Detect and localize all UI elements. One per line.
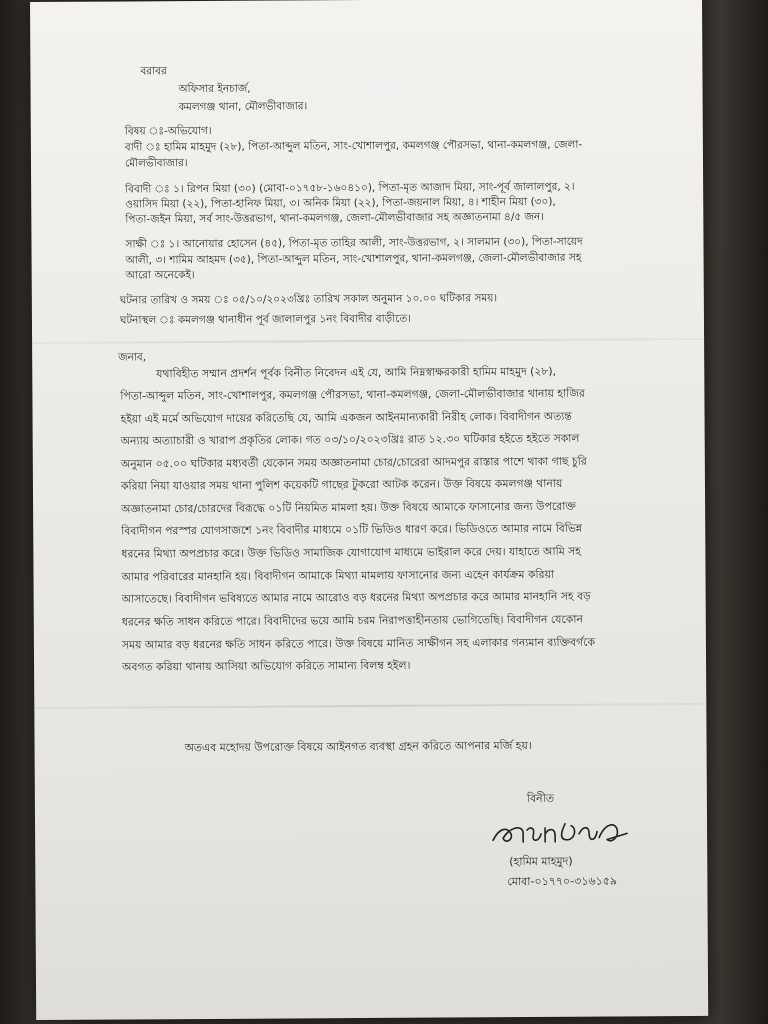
witness-line: আরো অনেকেই।	[125, 269, 195, 282]
defendant-line: পিতা-জইন মিয়া, সর্ব সাং-উত্তরভাগ, থানা-কমলগঞ্জ, জেলা-মৌলভীবাজার সহ অজ্ঞাতনামা ৪/৫ জন।	[125, 210, 544, 226]
defendant-line: বিবাদী ঃ ১। রিপন মিয়া (৩০) (মোবা-০১৭৫৮-১৬০৪১০), পিতা-মৃত আজাদ মিয়া, সাং-পূর্ব জালালপুর, ২।	[125, 180, 575, 196]
defendant-line: ওয়াসিদ মিয়া (২২), পিতা-হানিফ মিয়া, ৩। অনিক মিয়া (২২), পিতা-জয়নাল মিয়া, ৪। শাহীন মিয়া (৩০),	[125, 195, 556, 211]
body-line: অবগত করিয়া থানায় আসিয়া অভিযোগ করিতে সামান্য বিলম্ব হইল।	[122, 658, 411, 674]
body-line: আসাতেছে। বিবাদীগন ভবিষ্যতে আমার নামে আরোও বড় ধরনের মিথ্যা অপপ্রচার করে আমার মানহানি সহ বড়	[121, 589, 591, 606]
body-line: ধরনের ক্ষতি সাধন করিতে পারে। বিবাদীদের ভয়ে আমি চরম নিরাপত্তাহীনতায় ভোগিতেছি। বিবাদীগন যেকোন	[121, 612, 583, 629]
recipient-to: বরাবর	[140, 65, 167, 78]
body-line: অজ্ঞাতনামা চোর/চোরদের বিরূদ্ধে ০১টি নিয়মিত মামলা হয়। উক্ত বিষয়ে আমাকে ফাসানোর জন্য উপরোক্ত	[121, 499, 576, 516]
plaintiff-line: বাদী ঃ হামিম মাহমুদ (২৮), পিতা-আব্দুল মতিন, সাং-খোশালপুর, কমলগঞ্জ পৌরসভা, থানা-কমলগঞ্জ, জেলা-	[124, 138, 583, 154]
recipient-designation: অফিসার ইনচার্জ,	[178, 82, 251, 96]
plaintiff-line: মৌলভীবাজার।	[124, 157, 188, 170]
paper-fold	[32, 338, 704, 344]
body-line: পিতা-আব্দুল মতিন, সাং-খোশালপুর, কমলগঞ্জ পৌরসভা, থানা-কমলগঞ্জ, জেলা-মৌলভীবাজার থানায় হাজির	[120, 386, 585, 403]
witness-line: সাক্ষী ঃ ১। আনোয়ার হোসেন (৪৫), পিতা-মৃত তাহির আলী, সাং-উত্তরভাগ, ২। সালমান (৩০), পিতা-সায়েদ	[125, 235, 583, 251]
signer-mobile: মোবা-০১৭৭০-৩১৬১৫৯	[507, 874, 618, 889]
body-line: বিবাদীগন পরস্পর যোগসাজশে ১নং বিবাদীর মাধ্যমে ০১টি ভিডিও ধারণ করে। ভিডিওতে আমার নামে বিভিন্ন	[121, 521, 583, 538]
subject: বিষয় ঃ-অভিযোগ।	[124, 124, 212, 138]
complaint-letter	[30, 0, 708, 1020]
signer-name: (হামিম মাহমুদ)	[509, 854, 573, 869]
sign-off: বিনীত	[526, 791, 555, 806]
salutation: জনাব,	[118, 351, 147, 364]
body-line: করিয়া নিয়া যাওয়ার সময় থানা পুলিশ কয়েকটি গাছের টুকরো আটক করেন। উক্ত বিষয়ে কমলগঞ্জ থানায়	[120, 476, 563, 493]
signature-image	[487, 813, 637, 854]
body-line: আমার পরিবারের মানহানি হয়। বিবাদীগন আমাকে মিথ্যা মামলায় ফাসানোর জন্য এহেন কার্যক্রম করিয়া	[121, 567, 555, 584]
body-line: অন্যায় অত্যাচারী ও খারাপ প্রকৃতির লোক। গত ০৩/১০/২০২৩খ্রিঃ রাত ১২.৩০ ঘটিকার হইতে হইতে সকাল	[120, 431, 580, 448]
recipient-office: কমলগঞ্জ থানা, মৌলভীবাজার।	[178, 100, 308, 114]
closing-line: অতএব মহোদয় উপরোক্ত বিষয়ে আইনগত ব্যবস্থা গ্রহন করিতে আপনার মর্জি হয়।	[184, 739, 532, 755]
paper-fold	[34, 703, 706, 709]
body-line: অনুমান ০৫.০০ ঘটিকার মধ্যবর্তী যেকোন সময় অজ্ঞাতনামা চোর/চোরেরা আদমপুর রাস্তার পাশে থাকা গাছ চুরি	[120, 454, 587, 471]
incident-place: ঘটনাস্থল ঃ কমলগঞ্জ থানাধীন পূর্ব জালালপুর ১নং বিবাদীর বাড়ীতে।	[119, 312, 412, 327]
body-line: ধরনের মিথ্যা অপপ্রচার করে। উক্ত ভিডিও সামাজিক যোগাযোগ মাধ্যমে ভাইরাল করে দেয়। যাহাতে আমি সহ	[121, 544, 581, 561]
body-line: হইয়া এই মর্মে অভিযোগ দায়ের করিতেছি যে, আমি একজন আইনমান্যকারী নিরীহ লোক। বিবাদীগন অত্যন্ত	[120, 409, 572, 426]
body-line: যথাবিহীত সম্মান প্রদর্শন পূর্বক বিনীত নিবেদন এই যে, আমি নিম্নস্বাক্ষরকারী হামিম মাহমুদ (২৮),	[156, 364, 557, 381]
incident-time: ঘটনার তারিখ ও সময় ঃ ০৫/১০/২০২৩খ্রিঃ তারিখ সকাল অনুমান ১০.০০ ঘটিকার সময়।	[119, 292, 498, 307]
witness-line: আলী, ৩। শামিম আহমদ (৩৫), পিতা-আব্দুল মতিন, সাং-খোশালপুর, থানা-কমলগঞ্জ, জেলা-মৌলভীবাজার সহ	[125, 251, 582, 267]
body-line: সময় আমার বড় ধরনের ক্ষতি সাধন করিতে পারে। উক্ত বিষয়ে মানিত সাক্ষীগন সহ এলাকার গন্যমান ব্যক্তিবর্গকে	[121, 635, 596, 652]
